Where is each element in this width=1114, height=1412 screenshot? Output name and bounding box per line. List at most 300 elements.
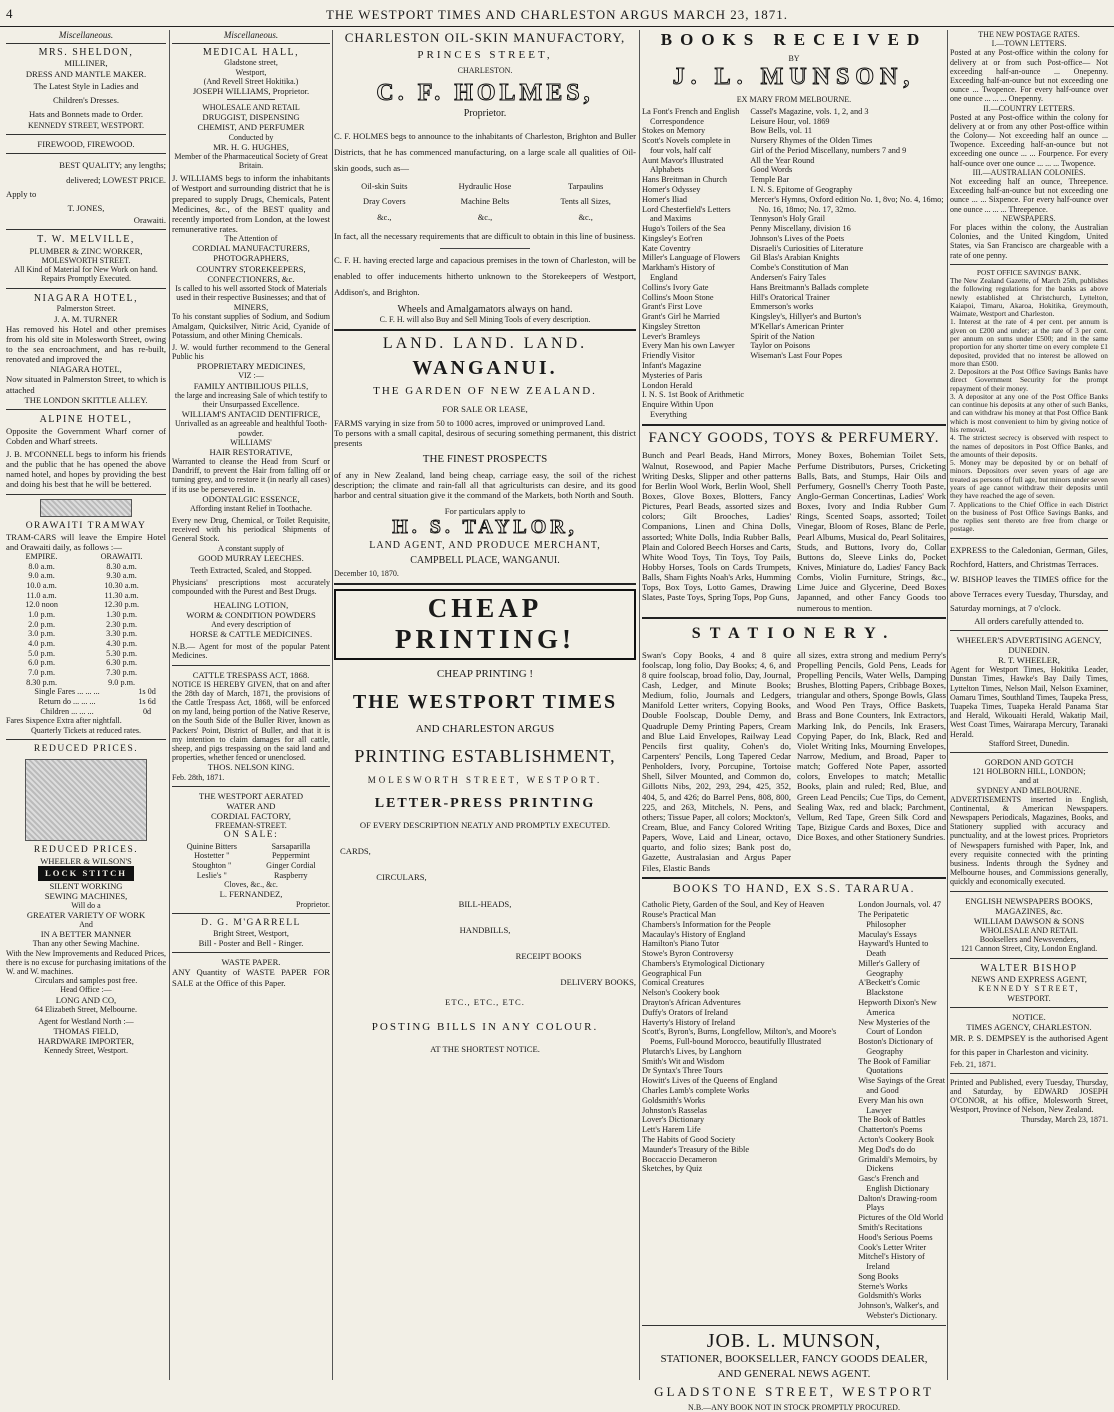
list-item: Lever's Bramleys (642, 331, 700, 341)
list-item: Taylor on Poisons (750, 341, 811, 351)
goods-item: &c., (477, 213, 493, 223)
list-item: Aunt Mavor's Illustrated Alphabets (642, 155, 724, 175)
table-cell: 10.30 a.m. (104, 581, 139, 591)
list-item: A'Beckett's Comic Blackstone (858, 978, 921, 998)
ad-body: 5. Money may be deposited by or on behalf of minors. Depositors over seven years of age are treated as persons of full age, but minors under seven years of age cannot withdraw their deposits until they have reached the age of seven. (950, 458, 1108, 501)
divider (172, 786, 330, 787)
table-cell: 8.30 p.m. (26, 677, 58, 687)
list-item: London Herald (642, 380, 693, 390)
melville-ad (6, 234, 166, 284)
ad-name: LONG AND CO, (55, 994, 117, 1005)
ad-line: FOR SALE OR LEASE, (442, 404, 528, 415)
ad-line: THE GARDEN OF NEW ZEALAND. (373, 385, 597, 398)
table-cell: 12.0 noon (25, 600, 58, 610)
ad-line: Wheels and Amalgamators always on hand. (397, 303, 573, 315)
table-row (172, 861, 330, 871)
section-heading: Miscellaneous. (6, 30, 166, 44)
ad-body: ANY Quantity of WASTE PAPER FOR SALE at the Office of this Paper. (172, 967, 330, 988)
dawson-ad (950, 896, 1108, 954)
list-item: Mitchel's History of Ireland (858, 1252, 925, 1272)
list-item: Gil Blas's Arabian Knights (750, 253, 840, 263)
ad-line: IN A BETTER MANNER (40, 929, 132, 940)
table-row (6, 562, 166, 572)
ad-line: and at (1019, 776, 1039, 786)
table-row (6, 707, 166, 717)
ad-body: Swan's Copy Books, 4 and 8 quire foolscap, long folio, Day Books; 4, 6, and 8 quire foolscap, broad folio, Day, Journal, Cash, Ledger, and Minute Books; Medium, folio, Journals and Ledgers, Manifold Letter writers, Copying Books, Double Foolscap, Double Demy, and Quadruple Demy Printing Papers, Cream and Blue Laid Envelopes, Railway Lead Pencils first quality, Cohen's do, Carpenters' Pencils, Long Tapered Cedar Penholders, Ivory, Porcupine, Tortoise Shell, Silver Mounted, and Common do, Gillotts Nibs, 202, 293, 294, 425, 352, 404, 5, and 426; do Barrel Pens, 808, 800, 225, and 263, Mitchels, N. Pens, and others; Tissue Paper, all colors; Mockton's, Cream, Blue, and Fancy Colored Writing Papers, Wove, Laid and Linear, octavo, quarto, and folio sizes; Bank post do, Gazette, Australasian and Argus Paper Files, Elastic Bands (642, 649, 791, 873)
ad-line: PROPRIETARY MEDICINES, (196, 361, 306, 372)
table-row (6, 678, 166, 688)
ad-body: Unrivalled as an agreeable and healthful Tooth-powder. (174, 419, 328, 438)
ad-body: Not exceeding half an ounce, Threepence. Exceeding half-an-ounce but not exceeding one ounce ... ... Sixpence. For every half-ounce over one ounce ... ... ... Threepence. (950, 177, 1108, 214)
ad-body: J. WILLIAMS begs to inform the inhabitants of Westport and surrounding district that he is prepared to supply Drugs, Chemicals, Patent Medicines, &c., of the BEST quality and recently imported from London, at the lowest remunerative rates. (172, 173, 330, 234)
masthead (0, 6, 1114, 27)
list-item: Hill's Oratorical Trainer (750, 292, 830, 302)
book-list (858, 900, 946, 1321)
wanganui-land-ad (334, 335, 636, 579)
newspaper-title: THE WESTPORT TIMES AND CHARLESTON ARGUS MARCH 23, 1871. (325, 7, 789, 22)
list-item: Grant's First Love (642, 302, 703, 312)
ad-title: ALPINE HOTEL, (39, 413, 133, 425)
ad-line: STATIONER, BOOKSELLER, FANCY GOODS DEALER, (660, 1353, 928, 1366)
list-item: Grant's Girl he Married (642, 312, 720, 322)
ad-body: For places within the colony, the Australian Colonies, and the United Kingdom, United States, via San Francisco are chargeable with a rate of one penny. (950, 222, 1108, 260)
ad-date: Feb. 21, 1871. (950, 1059, 996, 1069)
column-rule (169, 30, 170, 1380)
ad-body: 1. Interest at the rate of 4 per cent. per annum is given on £200 and under; at the rate of 3 per cent. per annum on sums under £500; and in the same proportion for any shorter time on every complete £1 deposited, provided that no interest be allowed on more than £500. (950, 317, 1108, 368)
list-item: The Peripatetic Philosopher (858, 909, 909, 929)
ad-line: N.B.—ANY BOOK NOT IN STOCK PROMPTLY PROCURED. (688, 1402, 900, 1412)
ad-address: Stafford Street, Dunedin. (988, 738, 1070, 748)
table-cell: 11.30 a.m. (104, 590, 139, 600)
list-item: Rouse's Practical Man (642, 909, 716, 919)
ad-title: THE WESTPORT AERATED (198, 790, 304, 801)
goods-item: Machine Belts (460, 197, 510, 207)
ad-line: THE FINEST PROSPECTS (422, 452, 548, 465)
list-item: Geographical Fun (642, 968, 702, 978)
divider (6, 288, 166, 289)
table-cell: 2.0 p.m. (28, 619, 55, 629)
ad-line: GREATER VARIETY OF WORK (26, 909, 146, 920)
table-cell: Ginger Cordial (266, 860, 316, 870)
list-item: Kingsley Stretton (642, 321, 701, 331)
table-row (6, 620, 166, 630)
ad-address: GLADSTONE STREET, WESTPORT (654, 1384, 934, 1400)
goods-item: &c., (377, 213, 392, 223)
list-item: Sterne's Works (858, 1281, 908, 1291)
ad-body: To persons with a small capital, desirous of securing something permanent, this district presents (334, 428, 636, 449)
ad-line: All orders carefully attended to. (974, 615, 1084, 626)
ad-line: GOOD MURRAY LEECHES. (198, 552, 304, 563)
ad-line: ETC., ETC., ETC. (445, 997, 525, 1008)
list-item: Goldsmith's Works (642, 1095, 706, 1105)
table-cell: 7.0 p.m. (28, 668, 55, 678)
ad-line: WHOLESALE AND RETAIL (980, 925, 1078, 935)
list-item: Scott's, Byron's, Burns, Longfellow, Milton's, and Moore's Poems, Full-bound Morocco, beautifully Illustrated (642, 1027, 837, 1047)
charleston-agency-notice (950, 1012, 1108, 1124)
divider (950, 630, 1108, 631)
ad-body: Every new Drug, Chemical, or Toilet Requisite, received with his periodical Shipments of General Stock. (172, 516, 330, 544)
ad-body: Posted at any Post-office within the colony for delivery at or from any other Post-office within the Colony— Not exceeding half an ounce ... Twopence. Exceeding half-an-ounce but not exceeding one ounce ... ... Fourpence. For every half-ounce over one ounce ... ... ... Twopence. (950, 112, 1108, 168)
table-cell: 5.30 p.m. (106, 648, 138, 658)
list-item: Kingsley's Eot'ren (642, 233, 703, 243)
ad-body: ADVERTISEMENTS inserted in English, Continental, & American Newspapers. Newspapers Periodicals, Magazines, Books, and Stationery supplied with accuracy and punctuality, and at the lowest prices. Proprietors of Newspapers furnished with Paper, Ink, and every requisite connected with the printing business. Indents through the Sydney and Melbourne houses, and Commissions generally, quickly and economically executed. (950, 794, 1108, 887)
print-item: RECEIPT BOOKS (515, 950, 582, 961)
book-list (642, 107, 744, 420)
ad-line: JOSEPH WILLIAMS, Proprietor. (192, 85, 310, 96)
table-row (6, 581, 166, 591)
ad-address: 121 Cannon Street, City, London England. (960, 944, 1098, 954)
ad-line: Gladstone street, (224, 58, 278, 68)
list-item: I. N. S. Epitome of Geography (750, 184, 853, 194)
table-row (6, 649, 166, 659)
ad-title: CHARLESTON OIL-SKIN MANUFACTORY, (344, 30, 626, 45)
medical-hall-ad (172, 47, 330, 661)
table-cell: Raspberry (274, 870, 308, 880)
divider (6, 739, 166, 740)
list-item: Every Man his own Lawyer (642, 341, 735, 351)
print-item: BILL-HEADS, (458, 898, 512, 909)
ad-body: NOTICE IS HEREBY GIVEN, that on and after the 28th day of March, 1871, the provisions of the Cattle Trespass Act, 1868, will be enforced on my land, being portion of the Native Reserve, on the South Side of the Buller River, known as Packers' Point, District of Buller, and that it is my intention to claim damages for all cattle, sheep, and pigs trespassing on the said land and properties, whether fenced or unenclosed. (172, 679, 330, 763)
list-item: Lord Chesterfield's Letters and Maxims (642, 204, 731, 224)
divider (172, 665, 330, 666)
ad-body: In fact, all the necessary requirements that are difficult to obtain in this line of business. (334, 231, 636, 242)
ad-line: WILLIAM'S ANTACID DENTIFRICE, (181, 409, 321, 420)
fancy-goods-ad (642, 430, 946, 613)
ad-name: T. JONES, (67, 202, 105, 213)
ad-line: FAMILY ANTIBILIOUS PILLS, (193, 380, 309, 391)
ad-line: POSTING BILLS IN ANY COLOUR. (371, 1021, 599, 1034)
ad-line: CONFECTIONERS, &c. (207, 273, 295, 284)
ad-body: EXPRESS to the Caledonian, German, Giles, Rochford, Hatters, and Christmas Terraces. (950, 544, 1108, 570)
list-item: Nelson's Cookery book (642, 988, 720, 998)
ad-line: ODONTALGIC ESSENCE, (202, 493, 300, 504)
ad-line: NIAGARA HOTEL, (50, 364, 122, 375)
print-item: CARDS, (340, 846, 371, 857)
ad-line: PRINCES STREET, (417, 49, 553, 62)
ad-line: Children's Dresses. (53, 94, 119, 105)
ad-line: AND GENERAL NEWS AGENT. (717, 1368, 871, 1381)
table-header: EMPIRE. (25, 552, 58, 562)
ad-line: PHOTOGRAPHERS, (213, 253, 289, 264)
divider (950, 1007, 1108, 1008)
goods-item: Tents all Sizes, (560, 197, 611, 207)
ad-line: (And Revell Street Hokitika.) (203, 76, 299, 86)
divider (950, 958, 1108, 959)
list-item: Goldsmith's Works (858, 1291, 922, 1301)
list-item: Enquire Within Upon Everything (642, 400, 714, 419)
ad-line: CHEMIST, AND PERFUMER (197, 122, 305, 133)
ad-title: T. W. MELVILLE, (37, 234, 135, 246)
ad-line: WILLIAMS' (230, 437, 272, 447)
list-item: Johnson's Lives of the Poets (750, 233, 845, 243)
waste-paper-ad (172, 957, 330, 987)
cattle-trespass-notice (172, 670, 330, 782)
ad-title: ENGLISH NEWSPAPERS BOOKS, MAGAZINES, &c. (965, 895, 1093, 916)
ad-body: Agent for Westport Times, Hokitika Leader, Dunstan Times, Hawke's Bay Daily Times, Lyttelton Times, Nelson Mail, Nelson Examiner, Oamaru Times, Southland Times, Taupeka Press, Tuapeka Times, Tuapeka Herald Panama Star and Herald, Wikouaiti Herald, Wakatip Mail, West Coast Times, Wairarapa Mercury, Taranaki Herald. (950, 665, 1108, 739)
print-item: DELIVERY BOOKS, (560, 976, 636, 987)
bishop-ad (950, 963, 1108, 1003)
ad-line: OF EVERY DESCRIPTION NEATLY AND PROMPTLY EXECUTED. (359, 820, 611, 831)
divider (6, 409, 166, 410)
list-item: Hugo's Toilers of the Sea (642, 224, 726, 234)
ad-line: AND CHARLESTON ARGUS (415, 722, 555, 735)
ad-address: MOLESWORTH STREET. (41, 256, 131, 266)
ad-title: NIAGARA HOTEL, (33, 292, 139, 304)
ad-line: Conducted by (228, 132, 274, 142)
ad-line: HEALING LOTION, (213, 599, 289, 610)
ad-body: C. F. H. having erected large and capacious premises in the town of Charleston, will be enabled to offer inducements hitherto unknown to the Storekeepers of Westport, Addison's, and Brighton. (334, 254, 636, 298)
list-item: Girl of the Period Miscellany, numbers 7 and 9 (750, 145, 907, 155)
ad-address: Kennedy Street, Westport. (43, 1046, 129, 1056)
ad-line: DRUGGIST, DISPENSING (202, 112, 300, 123)
ad-body: Affording instant Relief in Toothache. (189, 503, 312, 513)
goods-item: Dray Covers (363, 197, 406, 207)
fare-table (6, 687, 166, 716)
table-cell: 1s 0d (138, 687, 156, 697)
book-list (642, 900, 852, 1321)
ad-address: Bright Street, Westport, (213, 928, 289, 938)
list-item: Charles Lamb's complete Works (642, 1086, 750, 1096)
ad-line: Westport, (235, 67, 267, 77)
list-item: All the Year Round (750, 155, 815, 165)
ad-line: WHOLESALE AND RETAIL (202, 103, 300, 113)
list-item: Chambers's Etymological Dictionary (642, 958, 765, 968)
ad-line: PRINTING ESTABLISHMENT, (354, 745, 616, 766)
list-item: Disraeli's Curiosities of Literature (750, 243, 864, 253)
ad-title: FIREWOOD, FIREWOOD. (37, 139, 135, 150)
table-cell: 12.30 p.m. (104, 600, 140, 610)
list-item: Temple Bar (750, 175, 790, 185)
ad-title: STATIONERY. (691, 624, 897, 642)
stationery-ad (642, 625, 946, 873)
list-item: Scott's Novels complete in four vols, half calf (642, 136, 731, 155)
table-cell: 6.30 p.m. (106, 658, 138, 668)
ad-name: THOMAS FIELD, (53, 1026, 119, 1037)
table-cell: Sarsaparilla (271, 841, 311, 851)
print-items (334, 846, 636, 987)
list-item: Grimaldi's Memoirs, by Dickens (858, 1154, 938, 1174)
list-item: Penny Miscellany, division 16 (750, 224, 851, 234)
table-cell: Quinine Bitters (186, 841, 237, 851)
divider (172, 952, 330, 953)
divider (6, 134, 166, 135)
ad-line: AT THE SHORTEST NOTICE. (430, 1044, 540, 1055)
ad-line: Teeth Extracted, Scaled, and Stopped. (190, 565, 312, 575)
column-rule (947, 30, 948, 1380)
ad-line: Bill - Poster and Bell - Ringer. (198, 938, 304, 949)
goods-item: Oil-skin Suits (361, 181, 408, 191)
list-item: Markham's History of England (642, 263, 715, 283)
ad-line: HAIR RESTORATIVE, (209, 446, 293, 457)
table-cell: 4.0 p.m. (28, 639, 55, 649)
list-item: Leisure Hour, vol. 1869 (750, 116, 830, 126)
divider (642, 1325, 946, 1326)
list-item: Smith's Wit and Wisdom (642, 1056, 725, 1066)
ad-address: Palmerston Street. (56, 304, 116, 314)
list-item: Homer's Iliad (642, 194, 688, 204)
list-item: Stokes on Memory (642, 126, 706, 136)
table-cell: Single Fares ... ... ... (34, 687, 100, 697)
ad-line: THE WESTPORT TIMES (352, 691, 618, 714)
list-item: Lover's Dictionary (642, 1115, 705, 1125)
ad-line: CHEAP PRINTING ! (436, 668, 534, 681)
ad-body: To his constant supplies of Sodium, and Sodium Amalgam, Quicksilver, Nitric Acid, Cyanide of Potassium, and other Mining Chemicals. (172, 312, 330, 340)
ad-title: MEDICAL HALL, (202, 46, 300, 58)
list-item: Hayward's Hunted to Death (858, 939, 929, 959)
ad-title: NOTICE. (1012, 1011, 1046, 1022)
ad-body: W. BISHOP leaves the TIMES office for the above Terraces every Tuesday, Thursday, and Saturday mornings, at 7 o'clock. (950, 573, 1108, 614)
divider (642, 617, 946, 619)
print-item: HANDBILLS, (459, 924, 511, 935)
list-item: Infant's Magazine (642, 361, 702, 371)
oilskin-ad (334, 30, 636, 325)
list-item: Sketches, by Quiz (642, 1164, 703, 1174)
list-item: Cook's Letter Writer (858, 1242, 927, 1252)
tararua-books-ad (642, 883, 946, 1321)
list-item: Song Books (858, 1271, 899, 1281)
ad-line: TIMES AGENCY, CHARLESTON. (966, 1022, 1092, 1032)
ad-title: MRS. SHELDON, (38, 46, 134, 58)
savings-bank-notice (950, 269, 1108, 534)
column-3 (334, 30, 636, 1380)
ad-title: FANCY GOODS, TOYS & PERFUMERY. (648, 429, 940, 446)
list-item: Meg Dod's do do (858, 1144, 916, 1154)
list-item: Maculay's Essays (858, 929, 917, 939)
ad-body: 7. Applications to the Chief Office in each District on the business of Post Office Savings Banks, and the replies sent thereto are free from charge or postage. (950, 499, 1108, 534)
ad-line: LETTER-PRESS PRINTING (374, 795, 596, 811)
list-item: Spirit of the Nation (750, 331, 815, 341)
ad-line: MINERS, (233, 302, 269, 313)
lock-stitch-stamp: LOCK STITCH (38, 866, 134, 880)
ad-line: Head Office :— (60, 985, 112, 995)
list-item: Smith's Recitations (858, 1222, 923, 1232)
list-item: Lett's Harem Life (642, 1125, 701, 1135)
ad-title: ORAWAITI TRAMWAY (25, 520, 147, 531)
list-item: Johnston's Rasselas (642, 1105, 707, 1115)
ad-line: EX MARY FROM MELBOURNE. (736, 94, 852, 104)
divider (950, 538, 1108, 539)
table-row (6, 629, 166, 639)
ad-line: BEST QUALITY; any lengths; (59, 160, 166, 171)
list-item: Wise Sayings of the Great and Good (858, 1076, 946, 1096)
list-item: Andersen's Fairy Tales (750, 273, 826, 283)
print-item: CIRCULARS, (376, 872, 427, 883)
goods-item: Tarpaulins (568, 181, 604, 191)
table-cell: Leslie's " (196, 870, 227, 880)
list-item: Chambers's Information for the People (642, 919, 771, 929)
table-row (6, 591, 166, 601)
table-cell: 8.0 a.m. (28, 561, 55, 571)
ad-title: POST OFFICE SAVINGS' BANK. (976, 267, 1082, 277)
list-item: Miller's Gallery of Geography (858, 958, 920, 978)
list-item: Johnson's, Walker's, and Webster's Dictionary. (858, 1301, 939, 1321)
list-item: Macaulay's History of England (642, 929, 746, 939)
list-item: Mysteries of Paris (642, 370, 703, 380)
ad-line: Than any other Sewing Machine. (32, 939, 140, 949)
list-item: Boccaccio Decameron (642, 1154, 717, 1164)
ad-line: ON SALE: (223, 830, 279, 841)
table-row (172, 842, 330, 852)
aerated-water-ad (172, 791, 330, 909)
table-cell: Hostetter " (194, 851, 230, 861)
column-rule (332, 30, 333, 1380)
table-cell: 9.0 p.m. (108, 677, 135, 687)
list-item: Hamilton's Piano Tutor (642, 939, 720, 949)
ad-line: And (79, 920, 93, 930)
list-item: Friendly Visitor (642, 351, 695, 361)
ad-body: FARMS varying in size from 50 to 1000 acres, improved or unimproved Land. (334, 418, 605, 429)
printer-imprint: Printed and Published, every Tuesday, Thursday, and Saturday, by EDWARD JOSEPH O'CONOR, at his office, Molesworth Street, Westport, Province of Nelson, New Zealand. (950, 1077, 1108, 1115)
ad-line: Agent for Westland North :— (38, 1016, 134, 1026)
ad-body: Is called to his well assorted Stock of Materials used in their respective Businesses; and that of (175, 283, 327, 303)
ad-line: MILLINER, (64, 58, 108, 69)
ad-line: And every description of (211, 619, 291, 629)
ad-body: Warranted to cleanse the Head from Scurf or Dandriff, to prevent the Hair from falling off or turning grey, and to restore it (in nearly all cases) if its use be persevered in. (172, 457, 330, 494)
ad-name: WILLIAM DAWSON & SONS (973, 915, 1085, 926)
ad-signature: THOS. NELSON KING. (207, 762, 295, 773)
ad-body: Physicians' prescriptions most accurately compounded with the Purest and Best Drugs. (172, 578, 330, 597)
wheeler-agency-ad (950, 635, 1108, 748)
ad-line: The Attention of (224, 234, 278, 244)
list-item: Hans Breitman in Church (642, 175, 728, 185)
printing-ad (334, 589, 636, 1055)
ad-address: MOLESWORTH STREET, WESTPORT. (367, 774, 603, 785)
postage-rates (950, 30, 1108, 260)
divider (6, 153, 166, 154)
ad-line: Circulars and samples post free. (34, 976, 138, 986)
list-item: Duffy's Orators of Ireland (642, 1007, 728, 1017)
ad-line: WHEELER & WILSON'S (40, 856, 132, 867)
ad-line: Will do a (71, 900, 101, 910)
column-4 (642, 30, 946, 1412)
ad-body: the large and increasing Sale of which testify to their Unsurpassed Excellence. (174, 390, 328, 409)
ad-line: Hats and Bonnets made to Order. (28, 108, 144, 119)
list-item: New Mysteries of the Court of London (858, 1017, 930, 1037)
goods-item: Hydraulic Hose (458, 181, 512, 191)
ad-line: NEWSPAPERS. (1002, 213, 1056, 223)
divider (6, 229, 166, 230)
ad-name: L. FERNANDEZ, (219, 889, 283, 900)
table-row (6, 600, 166, 610)
ad-title: REDUCED PRICES. (33, 845, 139, 856)
table-cell: 10.0 a.m. (26, 581, 57, 591)
ad-body: J. B. M'CONNELL begs to inform his friends and the public that he has opened the above named hotel, and hopes by providing the best and doing his best that he will be bettered. (6, 448, 166, 490)
ad-line: A constant supply of (218, 543, 284, 553)
table-cell: 5.0 p.m. (28, 648, 55, 658)
divider (950, 752, 1108, 753)
ad-body: 3. A depositor at any one of the Post Office Banks can continue his deposits at any other of such Banks, and can withdraw his money at that Post Office Bank which is most convenient to him by giving notice of his removal. (950, 391, 1108, 435)
ad-line: Proprietor. (296, 899, 330, 909)
ad-line: WANGANUI. (412, 357, 558, 380)
divider (334, 329, 636, 331)
list-item: Collins's Ivory Gate (642, 282, 709, 292)
list-item: Haverty's History of Ireland (642, 1017, 735, 1027)
list-item: Nursery Rhymes of the Olden Times (750, 136, 873, 146)
ad-address: KENNEDY STREET, WESTPORT. (27, 121, 145, 131)
ad-line: BY (788, 54, 800, 64)
ad-address: KENNEDY STREET, (978, 984, 1080, 994)
ad-line: SYDNEY AND MELBOURNE. (976, 785, 1082, 795)
ad-line: CHARLESTON. (457, 66, 513, 76)
list-item: Cassel's Magazine, vols. 1, 2, and 3 (750, 106, 869, 116)
divider (950, 1073, 1108, 1074)
divider (950, 264, 1108, 265)
column-2 (172, 30, 330, 1380)
list-item: Collins's Moon Stone (642, 292, 714, 302)
ad-line: Fares Sixpence Extra after nightfall. (6, 716, 122, 726)
list-item: Drayton's African Adventures (642, 998, 741, 1008)
ad-line: The Latest Style in Ladies and (33, 80, 139, 91)
